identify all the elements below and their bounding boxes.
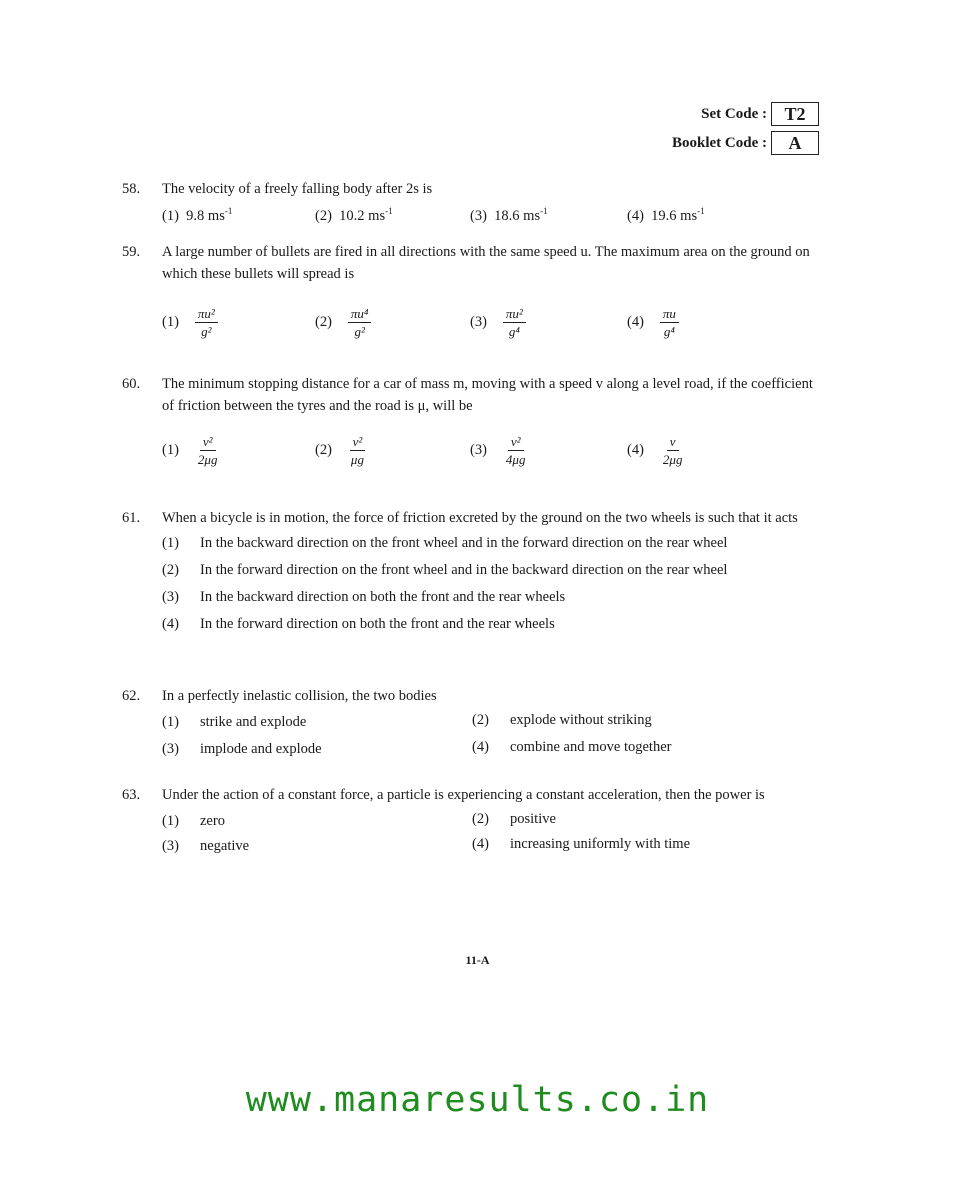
set-code: [701, 102, 819, 126]
option-2: (2) positive: [472, 811, 556, 827]
option-2: (2) explode without striking: [472, 712, 652, 728]
option-3: (3) 18.6 $ms^{-1}$: [470, 206, 548, 224]
fraction: $\frac{\pi u}{\text{g⁴}}$: [660, 306, 679, 339]
booklet-code-value: A: [771, 131, 819, 155]
options: [162, 707, 828, 761]
fraction: $\frac{\text{v²}}{\mu g}$: [350, 434, 364, 467]
option-4: (4) $\frac{v}{2\mu g}$: [627, 434, 685, 467]
fraction: $\frac{\text{πu⁴}}{\text{g²}}$: [348, 306, 372, 339]
question-61: [122, 507, 828, 637]
set-code-value: T2: [771, 102, 819, 126]
question-number: 61.: [122, 510, 141, 526]
page-code: 11-A: [465, 953, 490, 967]
option-1: (1) $\frac{\text{v²}}{2\mu g}$: [162, 434, 220, 467]
fraction: $\frac{\text{v²}}{2\mu g}$: [197, 434, 218, 467]
set-code-label: Set Code :: [701, 105, 767, 122]
question-number: 60.: [122, 376, 141, 392]
question-62: [122, 685, 828, 761]
question-text: When a bicycle is in motion, the force of friction excreted by the ground on the two wheels is such that it acts: [162, 510, 798, 526]
question-58: [122, 178, 828, 224]
option-3: (3) implode and explode: [162, 741, 322, 757]
question-number: 58.: [122, 181, 141, 197]
question-text: In a perfectly inelastic collision, the two bodies: [162, 688, 437, 704]
option-4: (4) 19.6 $ms^{-1}$: [627, 206, 705, 224]
question-text: The velocity of a freely falling body after 2s is: [162, 181, 433, 197]
question-text: The minimum stopping distance for a car of mass m, moving with a speed v along a level road, if the coefficient of friction between the tyres and the road is μ, will be: [162, 376, 813, 414]
options: [162, 200, 828, 224]
option-2: (2) 10.2 $ms^{-1}$: [315, 206, 393, 224]
option-4: (4) In the forward direction on both the front and the rear wheels: [162, 615, 555, 632]
option-4: (4) increasing uniformly with time: [472, 836, 691, 852]
booklet-code-label: Booklet Code :: [672, 134, 767, 151]
fraction: $\frac{\text{πu²}}{\text{g²}}$: [195, 306, 218, 339]
question-60-options: [162, 434, 822, 478]
option-2: (2) $\frac{\text{πu⁴}}{\text{g²}}$: [315, 306, 371, 339]
option-3: (3) negative: [162, 838, 250, 854]
question-number: 59.: [122, 244, 141, 260]
question-number: 62.: [122, 688, 141, 704]
option-1: (1) $\frac{\text{πu²}}{\text{g²}}$: [162, 306, 218, 339]
option-2: (2) $\frac{\text{v²}}{\mu g}$: [315, 434, 367, 467]
option-2: (2) In the forward direction on the front wheel and in the backward direction on the rear wheel: [162, 561, 728, 578]
fraction: $\frac{\text{πu²}}{\text{g⁴}}$: [503, 306, 526, 339]
fraction: $\frac{v}{2\mu g}$: [662, 434, 683, 467]
option-3: (3) $\frac{\text{v²}}{4\mu g}$: [470, 434, 528, 467]
website-link[interactable]: www.manaresults.co.in: [245, 1080, 710, 1120]
option-4: (4) combine and move together: [472, 739, 672, 755]
option-3: (3) In the backward direction on both the front and the rear wheels: [162, 588, 566, 605]
booklet-code: [672, 131, 819, 155]
question-number: 63.: [122, 787, 141, 803]
question-59-options: [162, 306, 822, 350]
option-4: (4) $\frac{\pi u}{\text{g⁴}}$: [627, 306, 679, 339]
question-63: [122, 784, 828, 860]
question-59: [122, 241, 828, 285]
question-60: [122, 373, 828, 417]
option-1: (1) 9.8 $ms^{-1}$: [162, 206, 233, 224]
option-3: (3) $\frac{\text{πu²}}{\text{g⁴}}$: [470, 306, 526, 339]
option-1: (1) strike and explode: [162, 714, 307, 730]
question-text: Under the action of a constant force, a particle is experiencing a constant acceleration, then the power is: [162, 787, 765, 803]
option-1: (1) In the backward direction on the front wheel and in the forward direction on the rear wheel: [162, 534, 728, 551]
option-1: (1) zero: [162, 813, 225, 829]
fraction: $\frac{\text{v²}}{4\mu g}$: [505, 434, 526, 467]
options: [162, 806, 828, 860]
options: [162, 529, 828, 637]
question-text: A large number of bullets are fired in all directions with the same speed u. The maximum area on the ground on which these bullets will spread is: [162, 244, 810, 282]
